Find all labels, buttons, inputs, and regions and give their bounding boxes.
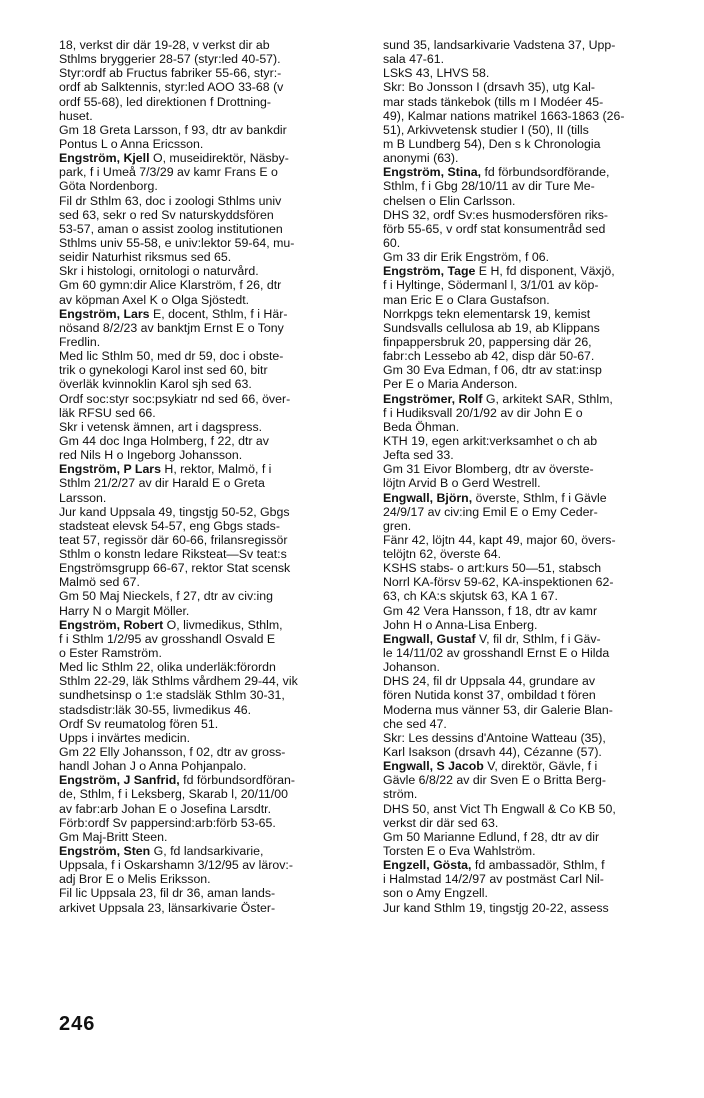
line-text: m B Lundberg 54), Den s k Chronologia (383, 136, 601, 151)
line-text: Skr: Les dessins d'Antoine Watteau (35), (383, 730, 606, 745)
line-text: 53-57, aman o assist zoolog institutionen (59, 221, 283, 236)
line-text: sundhetsinsp o 1:e stadsläk Sthlm 30-31, (59, 688, 285, 703)
text-line (59, 476, 361, 490)
text-line (59, 52, 361, 66)
line-text: av fabr:arb Johan E o Josefina Larsdtr. (59, 801, 272, 816)
line-text: fd förbundsordförande, (481, 165, 610, 180)
text-line (383, 717, 685, 731)
text-line (383, 491, 685, 505)
line-text: de, Sthlm, f i Leksberg, Skarab l, 20/11/00 (59, 787, 288, 802)
text-line (59, 165, 361, 179)
text-line (59, 802, 361, 816)
line-text: Torsten E o Eva Wahlström. (383, 844, 536, 859)
line-text: son o Amy Engzell. (383, 886, 488, 901)
text-line (59, 80, 361, 94)
line-text: Sthlms univ 55-58, e univ:lektor 59-64, mu- (59, 235, 295, 250)
text-line (59, 872, 361, 886)
line-text: Norrkpgs tekn elementarsk 19, kemist (383, 306, 591, 321)
line-text: 51), Arkivvetensk studier I (50), II (tills (383, 122, 589, 137)
line-text: Gm 33 dir Erik Engström, f 06. (383, 250, 550, 265)
text-line (59, 109, 361, 123)
text-line (383, 52, 685, 66)
text-line (59, 392, 361, 406)
text-line (383, 406, 685, 420)
line-text: DHS 32, ordf Sv:es husmodersfören riks- (383, 207, 609, 222)
left-column (59, 38, 361, 915)
line-text: av köpman Axel K o Olga Sjöstedt. (59, 292, 250, 307)
line-text: Sthlm 22-29, läk Sthlms vårdhem 29-44, vik (59, 674, 298, 689)
line-text: le 14/11/02 av grosshandl Ernst E o Hilda (383, 646, 610, 661)
text-line (383, 278, 685, 292)
line-text: KSHS stabs- o art:kurs 50—51, stabsch (383, 561, 602, 576)
line-text: Sthlms bryggerier 28-57 (styr:led 40-57). (59, 52, 281, 67)
text-line (59, 491, 361, 505)
text-line (59, 448, 361, 462)
text-line (383, 660, 685, 674)
line-text: Gm 44 doc Inga Holmberg, f 22, dtr av (59, 433, 269, 448)
line-text: överste, Sthlm, f i Gävle (472, 490, 607, 505)
line-text: Ordf Sv reumatolog fören 51. (59, 716, 219, 731)
text-line (59, 787, 361, 801)
text-line (59, 66, 361, 80)
text-line (383, 589, 685, 603)
text-line (383, 575, 685, 589)
line-text: mar stads tänkebok (tills m I Modéer 45- (383, 94, 604, 109)
line-text: V, fil dr, Sthlm, f i Gäv- (475, 631, 601, 646)
text-line (59, 137, 361, 151)
line-text: E, docent, Sthlm, f i Här- (149, 306, 288, 321)
text-line (59, 632, 361, 646)
entry-name: Engzell, Gösta, (383, 858, 472, 873)
text-line (59, 250, 361, 264)
text-line (59, 773, 361, 787)
line-text: Moderna mus vänner 53, dir Galerie Blan- (383, 702, 613, 717)
line-text: fd ambassadör, Sthlm, f (471, 858, 605, 873)
line-text: Gm 42 Vera Hansson, f 18, dtr av kamr (383, 603, 598, 618)
text-line (383, 80, 685, 94)
text-line (383, 646, 685, 660)
line-text: fabr:ch Lessebo ab 42, disp där 50-67. (383, 349, 595, 364)
text-line (59, 674, 361, 688)
line-text: Johanson. (383, 660, 440, 675)
line-text: Skr i vetensk ämnen, art i dagspress. (59, 419, 263, 434)
text-line (383, 349, 685, 363)
text-line (383, 151, 685, 165)
text-line (383, 886, 685, 900)
line-text: i Halmstad 14/2/97 av postmäst Carl Nil- (383, 872, 604, 887)
line-text: Fredlin. (59, 334, 101, 349)
line-text: Sthlm 21/2/27 av dir Harald E o Greta (59, 476, 265, 491)
entry-name: Engström, Kjell (59, 151, 150, 166)
text-line (383, 392, 685, 406)
text-line (383, 618, 685, 632)
text-line (59, 830, 361, 844)
right-column (383, 38, 685, 915)
line-text: f i Hyltinge, Södermanl l, 3/1/01 av köp- (383, 278, 599, 293)
line-text: stadsdistr:läk 30-55, livmedikus 46. (59, 702, 252, 717)
text-line (59, 264, 361, 278)
text-line (59, 349, 361, 363)
line-text: Larsson. (59, 490, 107, 505)
text-line (383, 236, 685, 250)
text-line (59, 307, 361, 321)
text-line (59, 420, 361, 434)
text-line (59, 406, 361, 420)
line-text: finpappersbruk 20, pappersing där 26, (383, 334, 592, 349)
line-text: 63, ch KA:s skjutsk 63, KA 1 67. (383, 589, 558, 604)
text-line (383, 802, 685, 816)
text-line (383, 363, 685, 377)
text-line (383, 519, 685, 533)
line-text: Gm 50 Maj Nieckels, f 27, dtr av civ:ing (59, 589, 274, 604)
line-text: Ordf soc:styr soc:psykiatr nd sed 66, över- (59, 391, 291, 406)
text-line (59, 533, 361, 547)
text-line (383, 434, 685, 448)
line-text: chelsen o Elin Carlsson. (383, 193, 516, 208)
line-text: sed 63, sekr o red Sv naturskyddsfören (59, 207, 274, 222)
text-line (59, 377, 361, 391)
line-text: ordf 55-68), led direktionen f Drottning- (59, 94, 272, 109)
line-text: Göta Nordenborg. (59, 179, 158, 194)
text-line (383, 533, 685, 547)
line-text: 18, verkst dir där 19-28, v verkst dir ab (59, 38, 270, 52)
line-text: förb 55-65, v ordf stat konsumentråd sed (383, 221, 606, 236)
line-text: sund 35, landsarkivarie Vadstena 37, Upp- (383, 38, 616, 52)
line-text: 60. (383, 235, 401, 250)
text-line (383, 208, 685, 222)
line-text: Gm 18 Greta Larsson, f 93, dtr av bankdir (59, 122, 287, 137)
text-line (383, 773, 685, 787)
text-line (383, 165, 685, 179)
line-text: Malmö sed 67. (59, 575, 140, 590)
text-line (383, 448, 685, 462)
text-line (383, 901, 685, 915)
line-text: G, arkitekt SAR, Sthlm, (482, 391, 613, 406)
entry-name: Engwall, Gustaf (383, 631, 476, 646)
text-line (59, 278, 361, 292)
text-line (59, 816, 361, 830)
line-text: överläk kvinnoklin Karol sjh sed 63. (59, 377, 252, 392)
line-text: Styr:ordf ab Fructus fabriker 55-66, styr:- (59, 66, 282, 81)
line-text: Gm 60 gymn:dir Alice Klarström, f 26, dtr (59, 278, 282, 293)
line-text: park, f i Umeå 7/3/29 av kamr Frans E o (59, 165, 278, 180)
line-text: Fil lic Uppsala 23, fil dr 36, aman lands- (59, 886, 276, 901)
line-text: Skr: Bo Jonsson I (drsavh 35), utg Kal- (383, 80, 595, 95)
text-line (59, 222, 361, 236)
text-line (383, 420, 685, 434)
line-text: fören Nutida konst 37, ombildad t fören (383, 688, 596, 703)
line-text: o Ester Ramström. (59, 646, 162, 661)
page-number: 246 (59, 1013, 96, 1035)
line-text: Förb:ordf Sv pappersind:arb:förb 53-65. (59, 815, 276, 830)
text-line (383, 745, 685, 759)
line-text: Sthlm, f i Gbg 28/10/11 av dir Ture Me- (383, 179, 595, 194)
text-line (59, 151, 361, 165)
text-line (383, 123, 685, 137)
line-text: O, museidirektör, Näsby- (149, 151, 289, 166)
entry-name: Engström, Stina, (383, 165, 482, 180)
line-text: Sthlm o konstn ledare Riksteat—Sv teat:s (59, 547, 287, 562)
line-text: handl Johan J o Anna Pohjanpalo. (59, 759, 247, 774)
line-text: Gm Maj-Britt Steen. (59, 829, 168, 844)
line-text: telöjtn 62, överste 64. (383, 547, 502, 562)
text-line (383, 674, 685, 688)
text-line (59, 844, 361, 858)
text-line (383, 179, 685, 193)
line-text: V, direktör, Gävle, f i (483, 759, 598, 774)
line-text: Sundsvalls cellulosa ab 19, ab Klippans (383, 320, 600, 335)
text-line (59, 505, 361, 519)
line-text: DHS 24, fil dr Uppsala 44, grundare av (383, 674, 596, 689)
text-line (383, 66, 685, 80)
text-line (59, 363, 361, 377)
line-text: ordf ab Salktennis, styr:led AOO 33-68 (v (59, 80, 284, 95)
entry-name: Engström, Robert (59, 617, 164, 632)
text-line (383, 872, 685, 886)
text-line (383, 264, 685, 278)
line-text: f i Hudiksvall 20/1/92 av dir John E o (383, 405, 583, 420)
text-line (383, 137, 685, 151)
text-line (59, 434, 361, 448)
text-line (383, 632, 685, 646)
line-text: Gm 50 Marianne Edlund, f 28, dtr av dir (383, 829, 600, 844)
text-line (59, 208, 361, 222)
text-line (59, 293, 361, 307)
line-text: Gävle 6/8/22 av dir Sven E o Britta Berg- (383, 773, 606, 788)
line-text: H, rektor, Malmö, f i (160, 462, 272, 477)
text-line (59, 95, 361, 109)
entry-name: Engström, Sten (59, 844, 151, 859)
text-line (383, 476, 685, 490)
text-line (59, 335, 361, 349)
text-line (383, 787, 685, 801)
line-text: Jur kand Sthlm 19, tingstjg 20-22, assess (383, 900, 609, 915)
text-line (59, 321, 361, 335)
text-line (383, 377, 685, 391)
text-line (383, 293, 685, 307)
text-line (383, 816, 685, 830)
text-line (59, 858, 361, 872)
line-text: ström. (383, 787, 418, 802)
text-line (383, 109, 685, 123)
text-line (383, 38, 685, 52)
line-text: Pontus L o Anna Ericsson. (59, 136, 204, 151)
entry-name: Engwall, S Jacob (383, 759, 484, 774)
text-line (59, 462, 361, 476)
text-line (59, 179, 361, 193)
text-line (383, 561, 685, 575)
line-text: Harry N o Margit Möller. (59, 603, 190, 618)
text-line (383, 335, 685, 349)
line-text: f i Sthlm 1/2/95 av grosshandl Osvald E (59, 631, 276, 646)
line-text: Skr i histologi, ornitologi o naturvård. (59, 264, 259, 279)
entry-name: Engström, J Sanfrid, (59, 773, 180, 788)
text-line (383, 759, 685, 773)
line-text: adj Bror E o Melis Eriksson. (59, 872, 211, 887)
text-line (383, 194, 685, 208)
line-text: Gm 31 Eivor Blomberg, dtr av överste- (383, 462, 594, 477)
text-line (59, 745, 361, 759)
text-line (383, 321, 685, 335)
text-line (383, 731, 685, 745)
text-line (383, 858, 685, 872)
line-text: Karl Isakson (drsavh 44), Cézanne (57). (383, 745, 602, 760)
text-line (59, 194, 361, 208)
line-text: Upps i invärtes medicin. (59, 730, 191, 745)
text-line (59, 589, 361, 603)
entry-name: Engströmer, Rolf (383, 391, 483, 406)
text-line (59, 759, 361, 773)
line-text: Per E o Maria Anderson. (383, 377, 518, 392)
line-text: Jur kand Uppsala 49, tingstjg 50-52, Gbgs (59, 504, 290, 519)
line-text: Med lic Sthlm 50, med dr 59, doc i obste- (59, 349, 284, 364)
line-text: E H, fd disponent, Växjö, (475, 264, 615, 279)
line-text: verkst dir där sed 63. (383, 815, 499, 830)
entry-name: Engström, Tage (383, 264, 476, 279)
text-line (383, 250, 685, 264)
text-line (383, 604, 685, 618)
line-text: löjtn Arvid B o Gerd Westrell. (383, 476, 541, 491)
text-line (59, 561, 361, 575)
line-text: Uppsala, f i Oskarshamn 3/12/95 av lärov:- (59, 858, 293, 873)
text-line (383, 462, 685, 476)
entry-name: Engström, Lars (59, 306, 150, 321)
text-line (59, 236, 361, 250)
line-text: Gm 30 Eva Edman, f 06, dtr av stat:insp (383, 363, 602, 378)
line-text: Fänr 42, löjtn 44, kapt 49, major 60, övers- (383, 532, 616, 547)
text-line (59, 547, 361, 561)
line-text: nösand 8/2/23 av banktjm Ernst E o Tony (59, 320, 284, 335)
line-text: fd förbundsordföran- (179, 773, 295, 788)
line-text: G, fd landsarkivarie, (150, 844, 264, 859)
line-text: O, livmedikus, Sthlm, (163, 617, 283, 632)
text-line (383, 222, 685, 236)
line-text: huset. (59, 108, 93, 123)
text-line (383, 547, 685, 561)
text-line (59, 660, 361, 674)
text-line (383, 703, 685, 717)
line-text: sala 47-61. (383, 52, 445, 67)
line-text: Fil dr Sthlm 63, doc i zoologi Sthlms univ (59, 193, 282, 208)
line-text: anonymi (63). (383, 151, 459, 166)
line-text: teat 57, regissör där 60-66, frilansregissör (59, 532, 288, 547)
text-line (59, 646, 361, 660)
line-text: 49), Kalmar nations matrikel 1663-1863 (26- (383, 108, 625, 123)
text-line (383, 688, 685, 702)
text-line (59, 688, 361, 702)
text-line (59, 519, 361, 533)
line-text: arkivet Uppsala 23, länsarkivarie Öster- (59, 900, 276, 915)
entry-name: Engwall, Björn, (383, 490, 473, 505)
line-text: Jefta sed 33. (383, 448, 454, 463)
text-line (383, 830, 685, 844)
text-line (59, 703, 361, 717)
line-text: Med lic Sthlm 22, olika underläk:förordn (59, 660, 276, 675)
line-text: läk RFSU sed 66. (59, 405, 156, 420)
line-text: man Eric E o Clara Gustafson. (383, 292, 550, 307)
line-text: seidir Naturhist riksmus sed 65. (59, 250, 232, 265)
text-line (59, 38, 361, 52)
line-text: DHS 50, anst Vict Th Engwall & Co KB 50, (383, 801, 616, 816)
entry-name: Engström, P Lars (59, 462, 161, 477)
text-line (59, 717, 361, 731)
line-text: gren. (383, 518, 412, 533)
text-line (383, 95, 685, 109)
text-line (59, 123, 361, 137)
line-text: 24/9/17 av civ:ing Emil E o Emy Ceder- (383, 504, 598, 519)
line-text: Beda Öhman. (383, 419, 460, 434)
line-text: LSkS 43, LHVS 58. (383, 66, 490, 81)
text-line (59, 618, 361, 632)
text-line (383, 505, 685, 519)
line-text: Norrl KA-försv 59-62, KA-inspektionen 62- (383, 575, 614, 590)
text-line (383, 307, 685, 321)
line-text: stadsteat elevsk 54-57, eng Gbgs stads- (59, 518, 280, 533)
text-line (59, 575, 361, 589)
line-text: John H o Anna-Lisa Enberg. (383, 617, 538, 632)
line-text: trik o gynekologi Karol inst sed 60, bitr (59, 363, 268, 378)
line-text: Engströmsgrupp 66-67, rektor Stat scensk (59, 561, 291, 576)
text-line (59, 604, 361, 618)
line-text: Gm 22 Elly Johansson, f 02, dtr av gross- (59, 745, 286, 760)
text-line (383, 844, 685, 858)
line-text: red Nils H o Ingeborg Johansson. (59, 448, 243, 463)
line-text: KTH 19, egen arkit:verksamhet o ch ab (383, 433, 598, 448)
text-line (59, 731, 361, 745)
text-line (59, 886, 361, 900)
text-line (59, 901, 361, 915)
line-text: che sed 47. (383, 716, 447, 731)
